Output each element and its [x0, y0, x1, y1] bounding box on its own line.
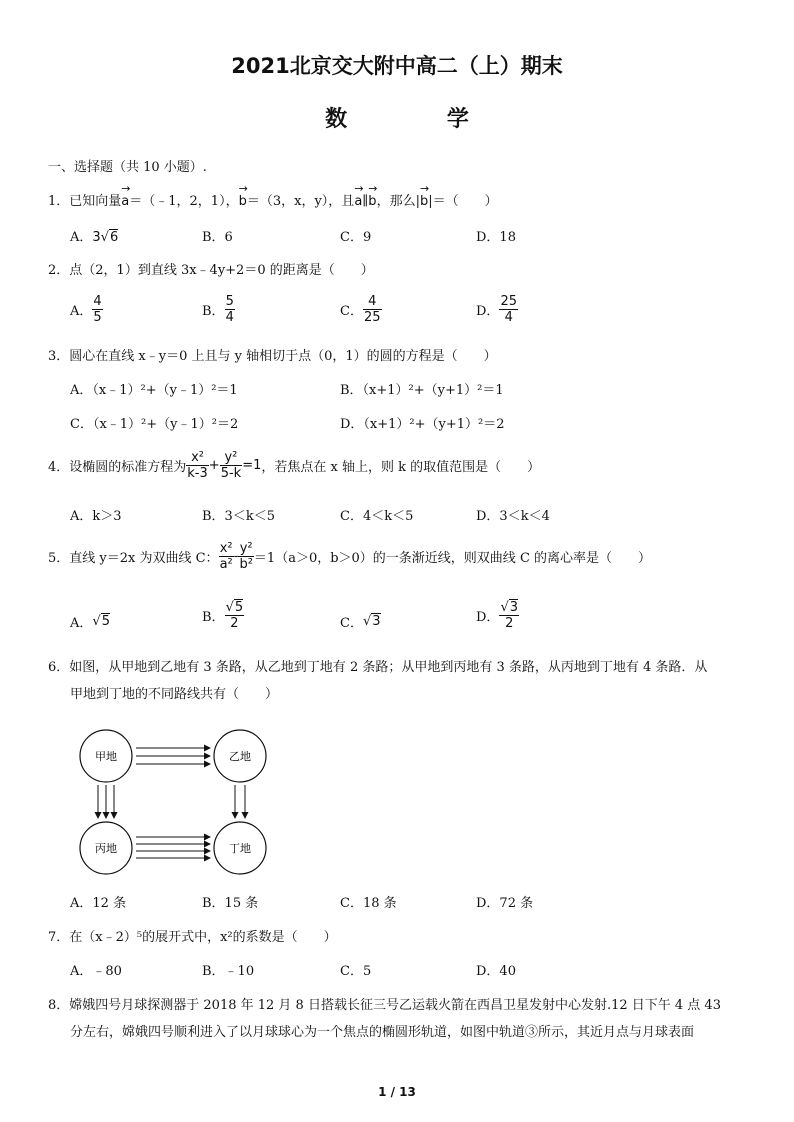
vector-b: → b: [420, 194, 428, 209]
option-d: D．18: [476, 230, 516, 245]
option-b: B．（x+1）²+（y+1）²＝1: [340, 383, 504, 398]
option-d: D．72 条: [476, 896, 534, 911]
option-b: B．﹣10: [202, 964, 255, 979]
question-text: ＝（﹣1，2，1），: [129, 194, 239, 209]
node-label-yi: 乙地: [229, 750, 251, 763]
option-c: C．9: [340, 230, 372, 245]
question-8-continued: 分左右，嫦娥四号顺利进入了以月球球心为一个焦点的椭圆形轨道，如图中轨道③所示，其近月点与月球表面: [70, 1025, 695, 1040]
question-4: 4．设椭圆的标准方程为 $\frac{\text{x²}}{k-3}$ + $\frac{\text{y²}}{5-k}$ =1，若焦点在 x 轴上，则 k 的取值范围是（ ）: [48, 450, 541, 481]
question-1: [48, 190, 498, 209]
subject-title: 数 学: [325, 107, 515, 132]
option-a: A．﹣80: [70, 964, 122, 979]
option-c: C．4＜k＜5: [340, 509, 414, 524]
section-heading: 一、选择题（共 10 小题）.: [48, 160, 207, 175]
route-diagram: [70, 720, 280, 885]
option-d: D． $\frac{25}{4}$: [476, 294, 517, 325]
question-7: 7．在（x﹣2）⁵的展开式中，x²的系数是（ ）: [48, 930, 337, 945]
option-a: A．√5: [70, 614, 110, 631]
option-d: D．3＜k＜4: [476, 509, 550, 524]
vector-b: → b: [239, 194, 247, 209]
parallel-symbol: ∥: [362, 194, 369, 209]
option-d: D．40: [476, 964, 516, 979]
question-3: 3．圆心在直线 x﹣y＝0 上且与 y 轴相切于点（0，1）的圆的方程是（ ）: [48, 349, 497, 364]
option-a: A．3√6: [70, 230, 119, 245]
option-c: C．√3: [340, 614, 381, 631]
option-a: A． $\frac{4}{5}$: [70, 294, 102, 325]
option-d: D．（x+1）²+（y+1）²＝2: [340, 417, 505, 432]
option-d: D． $\frac{√3}{2}$: [476, 600, 519, 631]
option-a: A．（x﹣1）²+（y﹣1）²＝1: [70, 383, 238, 398]
question-text: 已知向量: [69, 194, 122, 209]
question-5: 5．直线 y＝2x 为双曲线 C： $\frac{\text{x²}}{\text{a²}}$ - $\frac{\text{y²}}{\text{b²}}$ ＝1（a＞0，b＞0）的一条渐近线，则双曲线 C 的离心率是（ ）: [48, 541, 652, 572]
question-6-continued: 甲地到丁地的不同路线共有（ ）: [70, 687, 279, 702]
option-b: B．15 条: [202, 896, 259, 911]
question-text: ＝（3，x，y），且: [246, 194, 355, 209]
option-a: A．k＞3: [70, 509, 122, 524]
option-a: A．12 条: [70, 896, 127, 911]
page-number: 1 / 13: [378, 1085, 416, 1099]
node-label-jia: 甲地: [95, 750, 117, 763]
page-title: 2021北京交大附中高二（上）期末: [231, 54, 563, 78]
option-b: B． $\frac{5}{4}$: [202, 294, 234, 325]
option-c: C．5: [340, 964, 372, 979]
vector-a: → a: [121, 194, 129, 209]
question-8: 8．嫦娥四号月球探测器于 2018 年 12 月 8 日搭载长征三号乙运载火箭在西昌卫星发射中心发射.12 日下午 4 点 43: [48, 998, 721, 1013]
option-c: C．18 条: [340, 896, 397, 911]
question-6: 6．如图，从甲地到乙地有 3 条路，从乙地到丁地有 2 条路；从甲地到丙地有 3 条路，从丙地到丁地有 4 条路．从: [48, 660, 708, 675]
question-text: |＝（ ）: [428, 194, 498, 209]
question-2: 2．点（2，1）到直线 3x﹣4y+2＝0 的距离是（ ）: [48, 263, 374, 278]
vector-a: → a: [354, 194, 362, 209]
option-b: B．3＜k＜5: [202, 509, 275, 524]
question-number: 1．: [48, 194, 70, 209]
option-b: B． $\frac{√5}{2}$: [202, 600, 244, 631]
vector-b: → b: [368, 194, 376, 209]
option-c: C． $\frac{4}{25}$: [340, 294, 381, 325]
option-b: B．6: [202, 230, 233, 245]
option-c: C．（x﹣1）²+（y﹣1）²＝2: [70, 417, 239, 432]
node-label-ding: 丁地: [229, 842, 251, 855]
node-label-bing: 丙地: [95, 842, 117, 855]
question-text: ，那么|: [376, 194, 420, 209]
